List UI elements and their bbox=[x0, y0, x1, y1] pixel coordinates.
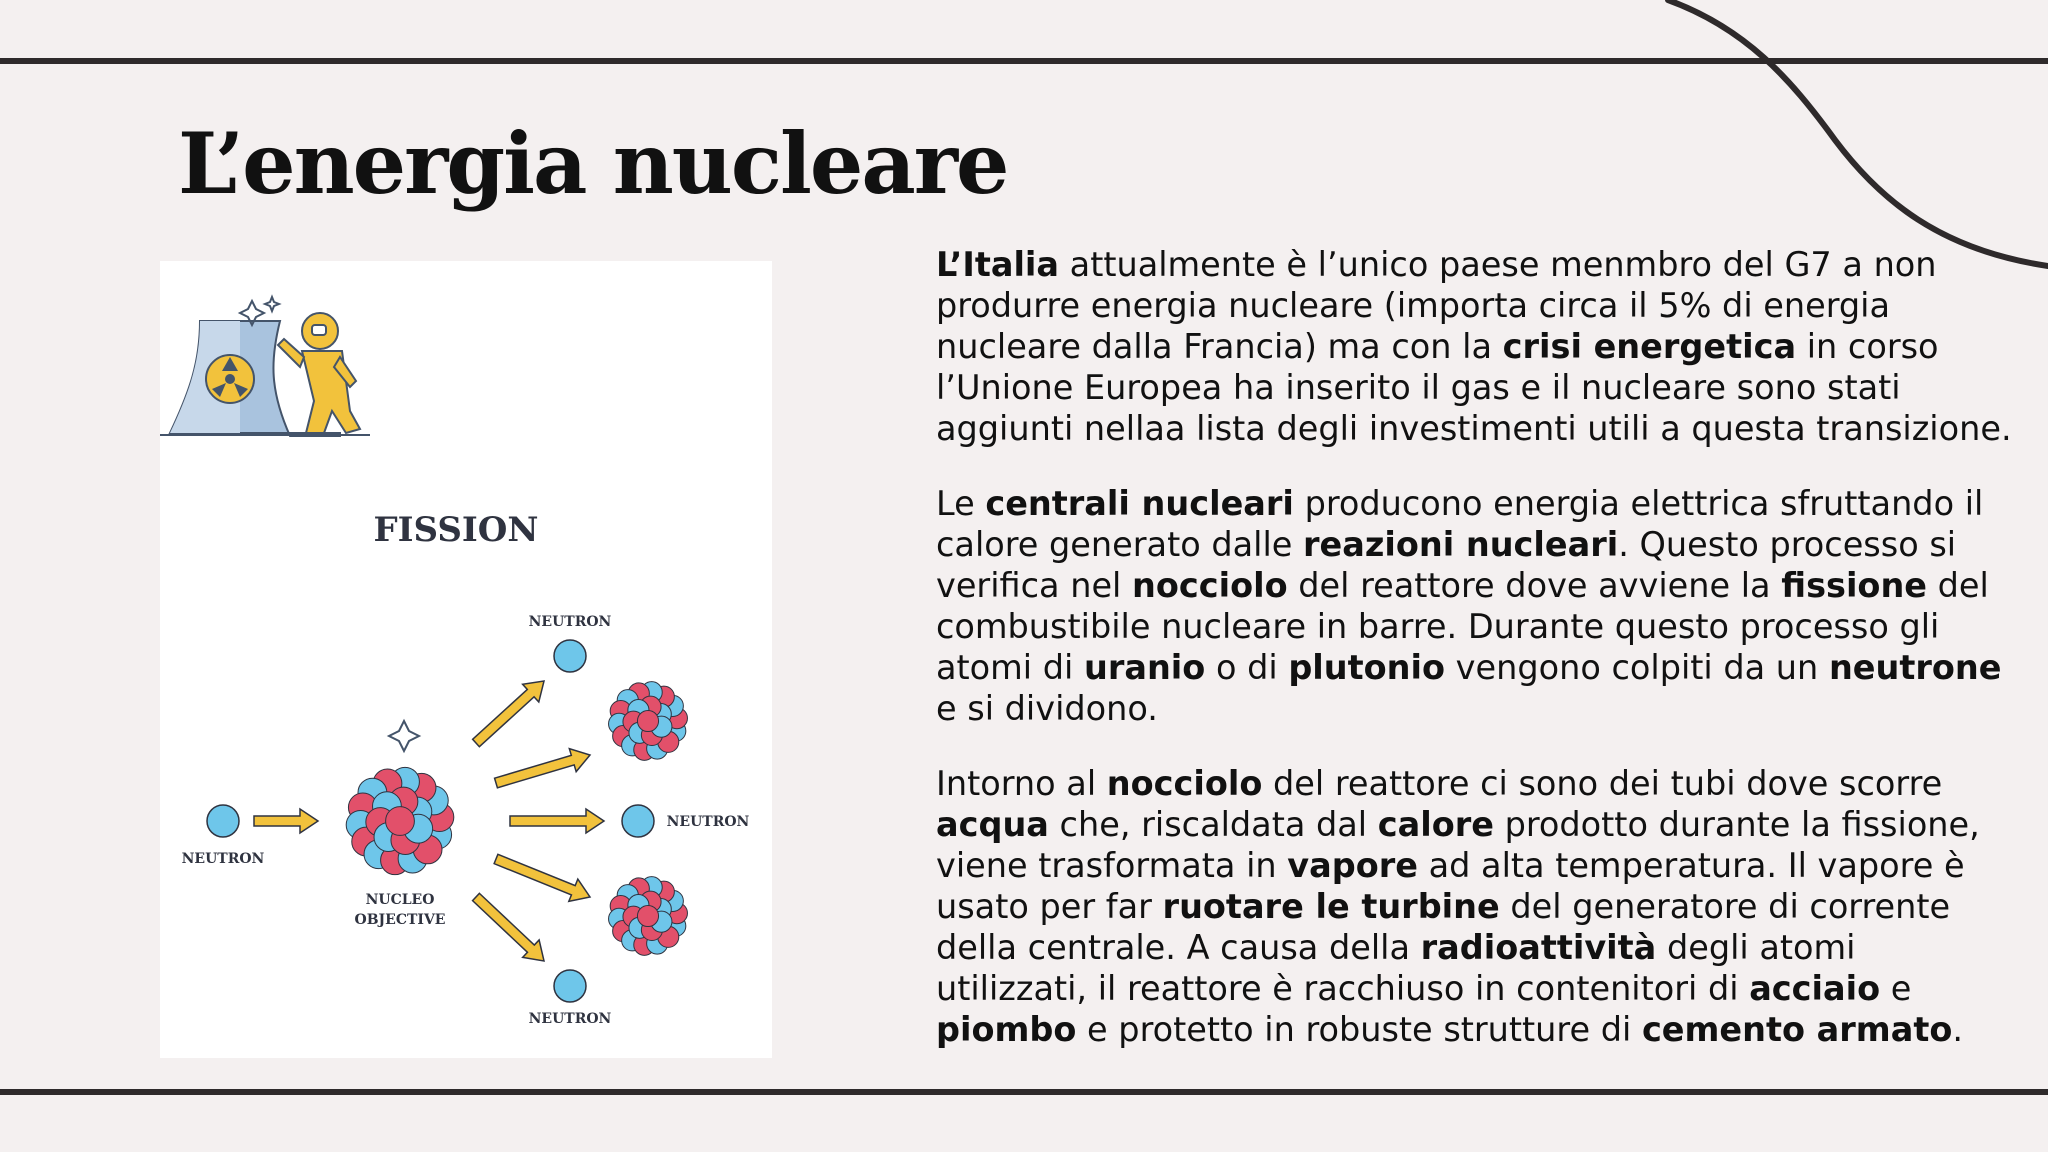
arrow-icon bbox=[254, 809, 318, 833]
neutron-icon bbox=[554, 970, 586, 1002]
bold-text: radioattività bbox=[1420, 928, 1657, 967]
bold-text: calore bbox=[1377, 805, 1494, 844]
arrow-icon bbox=[468, 672, 552, 752]
nucleus-label: NUCLEO bbox=[365, 892, 435, 908]
neutron-label: NEUTRON bbox=[181, 851, 265, 867]
text-run: vengono colpiti da un bbox=[1445, 648, 1829, 687]
sparkle-icon bbox=[389, 721, 419, 751]
text-run: . bbox=[1952, 1010, 1964, 1049]
text-run: e si dividono. bbox=[936, 689, 1158, 728]
fission-heading: FISSION bbox=[373, 510, 539, 550]
bold-text: L’Italia bbox=[936, 245, 1060, 284]
fragment-nucleus-icon bbox=[609, 877, 688, 956]
neutron-icon bbox=[622, 805, 654, 837]
text-run: del generatore di corrente della centrale. A causa della bbox=[936, 887, 1951, 967]
text-run: e protetto in robuste strutture di bbox=[1076, 1010, 1642, 1049]
arrow-icon bbox=[492, 848, 595, 908]
paragraph-2 bbox=[936, 483, 2016, 729]
bold-text: cemento armato bbox=[1641, 1010, 1953, 1049]
text-run: del combustibile nucleare in barre. Durante questo processo gli atomi di bbox=[936, 566, 1989, 687]
arrow-icon bbox=[510, 809, 604, 833]
hazmat-worker-icon bbox=[278, 313, 360, 433]
text-run: Le bbox=[936, 484, 986, 523]
bold-text: centrali nucleari bbox=[985, 484, 1294, 523]
bold-text: crisi energetica bbox=[1502, 327, 1797, 366]
arrow-icon bbox=[468, 888, 552, 969]
bold-text: acqua bbox=[936, 805, 1049, 844]
bold-text: nocciolo bbox=[1132, 566, 1288, 605]
bold-text: neutrone bbox=[1828, 648, 2002, 687]
nucleus-label: OBJECTIVE bbox=[354, 912, 446, 928]
text-run: che, riscaldata dal bbox=[1048, 805, 1378, 844]
text-run: . Questo processo si verifica nel bbox=[936, 525, 1957, 605]
paragraph-3 bbox=[936, 763, 2016, 1050]
paragraph-1 bbox=[936, 244, 2016, 449]
fission-illustration bbox=[160, 261, 772, 1058]
text-run: attualmente è l’unico paese menmbro del G7 a non produrre energia nucleare (importa circa il 5% di energia nucleare dalla Francia) ma con la bbox=[936, 245, 1937, 366]
fragment-nucleus-icon bbox=[609, 682, 688, 761]
nucleon bbox=[637, 710, 658, 731]
neutron-label: NEUTRON bbox=[528, 1011, 612, 1027]
bold-text: ruotare le turbine bbox=[1162, 887, 1500, 926]
nucleon bbox=[386, 807, 415, 836]
text-run: Intorno al bbox=[936, 764, 1107, 803]
bold-text: acciaio bbox=[1749, 969, 1881, 1008]
bold-text: reazioni nucleari bbox=[1303, 525, 1619, 564]
bold-text: nocciolo bbox=[1106, 764, 1263, 803]
text-run: in corso l’Unione Europea ha inserito il gas e il nucleare sono stati aggiunti nellaa lista degli investimenti utili a questa transizione. bbox=[936, 327, 2012, 448]
bold-text: fissione bbox=[1781, 566, 1928, 605]
slide-title: L’energia nucleare bbox=[178, 114, 1008, 213]
text-run: degli atomi utilizzati, il reattore è racchiuso in contenitori di bbox=[936, 928, 1856, 1008]
neutron-label: NEUTRON bbox=[666, 814, 750, 830]
arrow-icon bbox=[493, 743, 594, 794]
text-run: ad alta temperatura. Il vapore è usato per far bbox=[936, 846, 1965, 926]
neutron-icon bbox=[207, 805, 239, 837]
bold-text: plutonio bbox=[1288, 648, 1446, 687]
bold-text: piombo bbox=[936, 1010, 1077, 1049]
text-run: o di bbox=[1205, 648, 1289, 687]
neutron-icon bbox=[554, 640, 586, 672]
text-run: prodotto durante la fissione, viene trasformata in bbox=[936, 805, 1980, 885]
bold-text: uranio bbox=[1083, 648, 1206, 687]
nucleus-icon bbox=[346, 767, 454, 874]
bold-text: vapore bbox=[1287, 846, 1418, 885]
text-run: del reattore ci sono dei tubi dove scorre bbox=[1262, 764, 1943, 803]
neutron-label: NEUTRON bbox=[528, 614, 612, 630]
text-run: producono energia elettrica sfruttando il calore generato dalle bbox=[936, 484, 1984, 564]
nucleon bbox=[637, 905, 658, 926]
body-text bbox=[936, 244, 2016, 1084]
text-run: e bbox=[1880, 969, 1912, 1008]
text-run: del reattore dove avviene la bbox=[1287, 566, 1782, 605]
